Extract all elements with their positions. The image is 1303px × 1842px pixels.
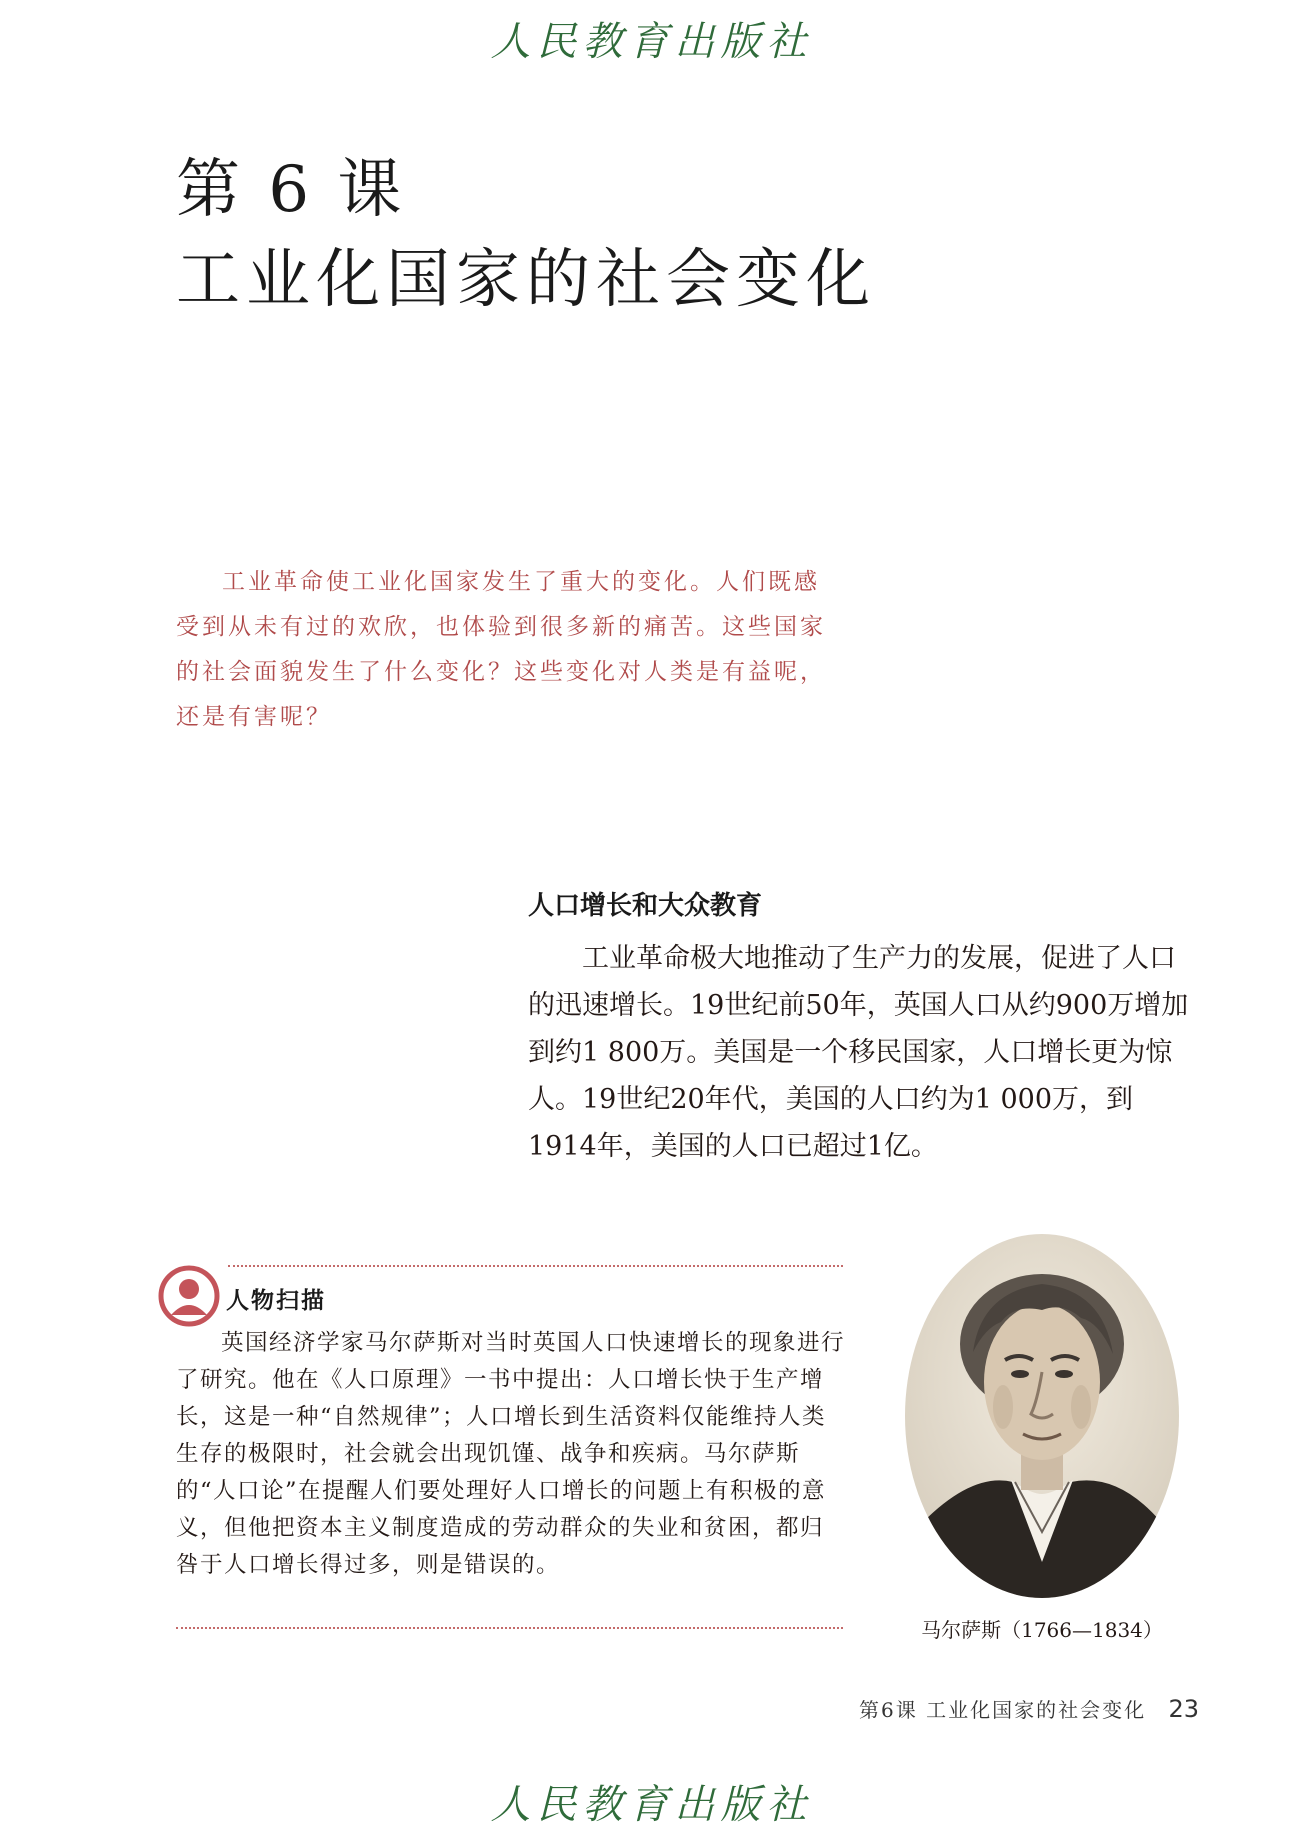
portrait-caption: 马尔萨斯（1766—1834） <box>921 1618 1163 1642</box>
footer-chapter-title: 第6课 工业化国家的社会变化 <box>859 1698 1147 1722</box>
section-body: 工业革命极大地推动了生产力的发展，促进了人口的迅速增长。19世纪前50年，英国人口从约900万增加到约1 800万。美国是一个移民国家，人口增长更为惊人。19世纪20年代，美国的人口约为1 000万，到1914年，美国的人口已超过1亿。 <box>528 943 1189 1162</box>
profile-top-divider <box>228 1265 843 1267</box>
intro-paragraph: 工业革命使工业化国家发生了重大的变化。人们既感受到从未有过的欢欣，也体验到很多新的痛苦。这些国家的社会面貌发生了什么变化？这些变化对人类是有益呢，还是有害呢？ <box>176 569 826 730</box>
lesson-number: 第 6 课 <box>176 153 406 227</box>
lesson-title: 工业化国家的社会变化 <box>176 243 876 317</box>
running-footer <box>859 1694 1199 1723</box>
malthus-portrait <box>903 1232 1181 1600</box>
profile-bottom-divider <box>176 1627 843 1629</box>
profile-heading: 人物扫描 <box>226 1288 326 1314</box>
section-heading: 人口增长和大众教育 <box>528 891 763 921</box>
publisher-logo-top: 人民教育出版社 <box>490 19 813 65</box>
publisher-logo-bottom: 人民教育出版社 <box>490 1782 813 1828</box>
page-number: 23 <box>1168 1695 1199 1723</box>
profile-body: 英国经济学家马尔萨斯对当时英国人口快速增长的现象进行了研究。他在《人口原理》一书中提出：人口增长快于生产增长，这是一种“自然规律”；人口增长到生活资料仅能维持人类生存的极限时，社会就会出现饥馑、战争和疾病。马尔萨斯的“人口论”在提醒人们要处理好人口增长的问题上有积极的意义，但他把资本主义制度造成的劳动群众的失业和贫困，都归咎于人口增长得过多，则是错误的。 <box>176 1330 846 1578</box>
person-icon <box>158 1265 220 1327</box>
